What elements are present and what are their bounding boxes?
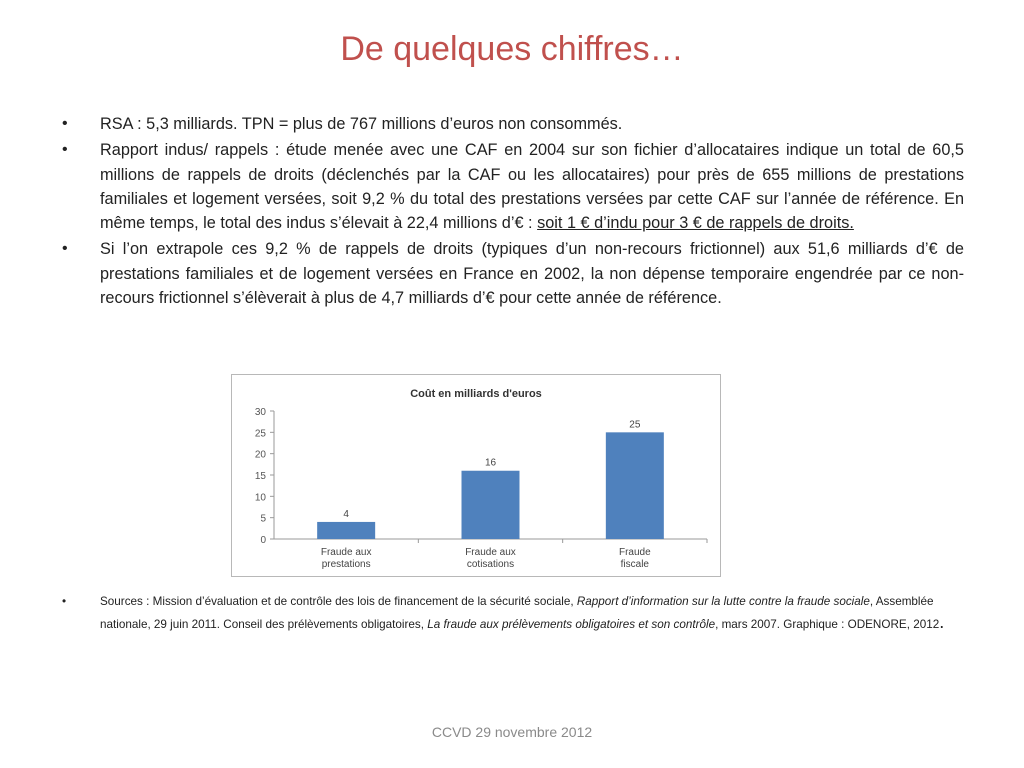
bullet-list	[62, 112, 964, 312]
x-tick-label	[321, 547, 372, 570]
y-tick-label: 15	[254, 471, 266, 482]
y-tick-label: 20	[254, 449, 266, 461]
x-tick-label	[465, 547, 516, 570]
sources-cpo-title: La fraude aux prélèvements obligatoires et son contrôle	[427, 618, 716, 631]
bullet-underlined-text: soit 1 € d’indu pour 3 € de rappels de droits.	[537, 214, 854, 233]
y-tick-label: 0	[260, 535, 266, 546]
bar-data-label: 25	[629, 419, 641, 431]
bullet-text: Rapport indus/ rappels : étude menée avec une CAF en 2004 sur son fichier d’allocataires indique un total de 60,5 millions de rappels de droits (déclenchés par la CAF ou les allocataires) pour près de 655 millions de prestations familiales et logement versées, soit 9,2 % du total des prestations versées par cette CAF sur l’année de référence. En même temps, le total des indus s’élevait à 22,4 millions d’€ :	[100, 141, 964, 233]
slide-title: De quelques chiffres…	[340, 30, 684, 68]
bullet-marker: •	[62, 115, 68, 132]
bar	[462, 471, 520, 539]
y-tick-label: 25	[254, 428, 266, 440]
bullet-text: RSA : 5,3 milliards. TPN = plus de 767 millions d’euros non consommés.	[100, 115, 623, 133]
bullet-marker: •	[62, 240, 68, 258]
chart-title: Coût en milliards d'euros	[410, 388, 542, 400]
x-tick-label-line: Fraude aux	[320, 547, 372, 558]
bar	[317, 522, 375, 539]
x-tick-label-line: Fraude	[618, 547, 651, 558]
sources-end: .	[939, 612, 945, 632]
y-tick-label: 30	[254, 407, 266, 418]
bar-chart-svg	[232, 375, 720, 576]
sources-text-2: , Assemblée nationale, 29 juin 2011. Conseil des prélèvements obligatoires,	[100, 595, 934, 631]
bullet-marker: •	[62, 141, 68, 159]
x-tick-label-line: cotisations	[466, 559, 515, 570]
sources-report-title: Rapport d’information sur la lutte contre la fraude sociale	[576, 595, 870, 608]
bar-chart	[231, 374, 721, 577]
x-tick-label-line: prestations	[321, 559, 371, 570]
bullet-item	[62, 138, 964, 235]
slide-footer: CCVD 29 novembre 2012	[431, 724, 593, 740]
bullet-item	[62, 237, 964, 310]
sources-text-3: , mars 2007. Graphique : ODENORE, 2012	[715, 618, 940, 631]
bar	[606, 432, 664, 539]
bullet-item	[62, 112, 964, 136]
x-tick-label	[619, 547, 651, 570]
y-tick-label: 10	[254, 492, 266, 504]
y-tick-label: 5	[260, 513, 266, 525]
bullet-text: Si l’on extrapole ces 9,2 % de rappels de droits (typiques d’un non-recours frictionnel) aux 51,6 milliards d’€ de prestations familiales et de logement versées en France en 2002, la non dépense temporaire engendrée par ce non-recours frictionnel s’élèverait à plus de 4,7 milliards d’€ pour cette année de référence.	[100, 240, 964, 308]
x-tick-label-line: fiscale	[620, 559, 650, 570]
bar-data-label: 4	[343, 508, 349, 520]
bullet-marker: •	[62, 595, 67, 608]
sources-list	[62, 592, 964, 635]
sources-text: Sources : Mission d’évaluation et de contrôle des lois de financement de la sécurité sociale,	[100, 595, 577, 608]
sources-item	[62, 592, 964, 635]
bar-data-label: 16	[484, 457, 497, 469]
x-tick-label-line: Fraude aux	[465, 547, 516, 558]
